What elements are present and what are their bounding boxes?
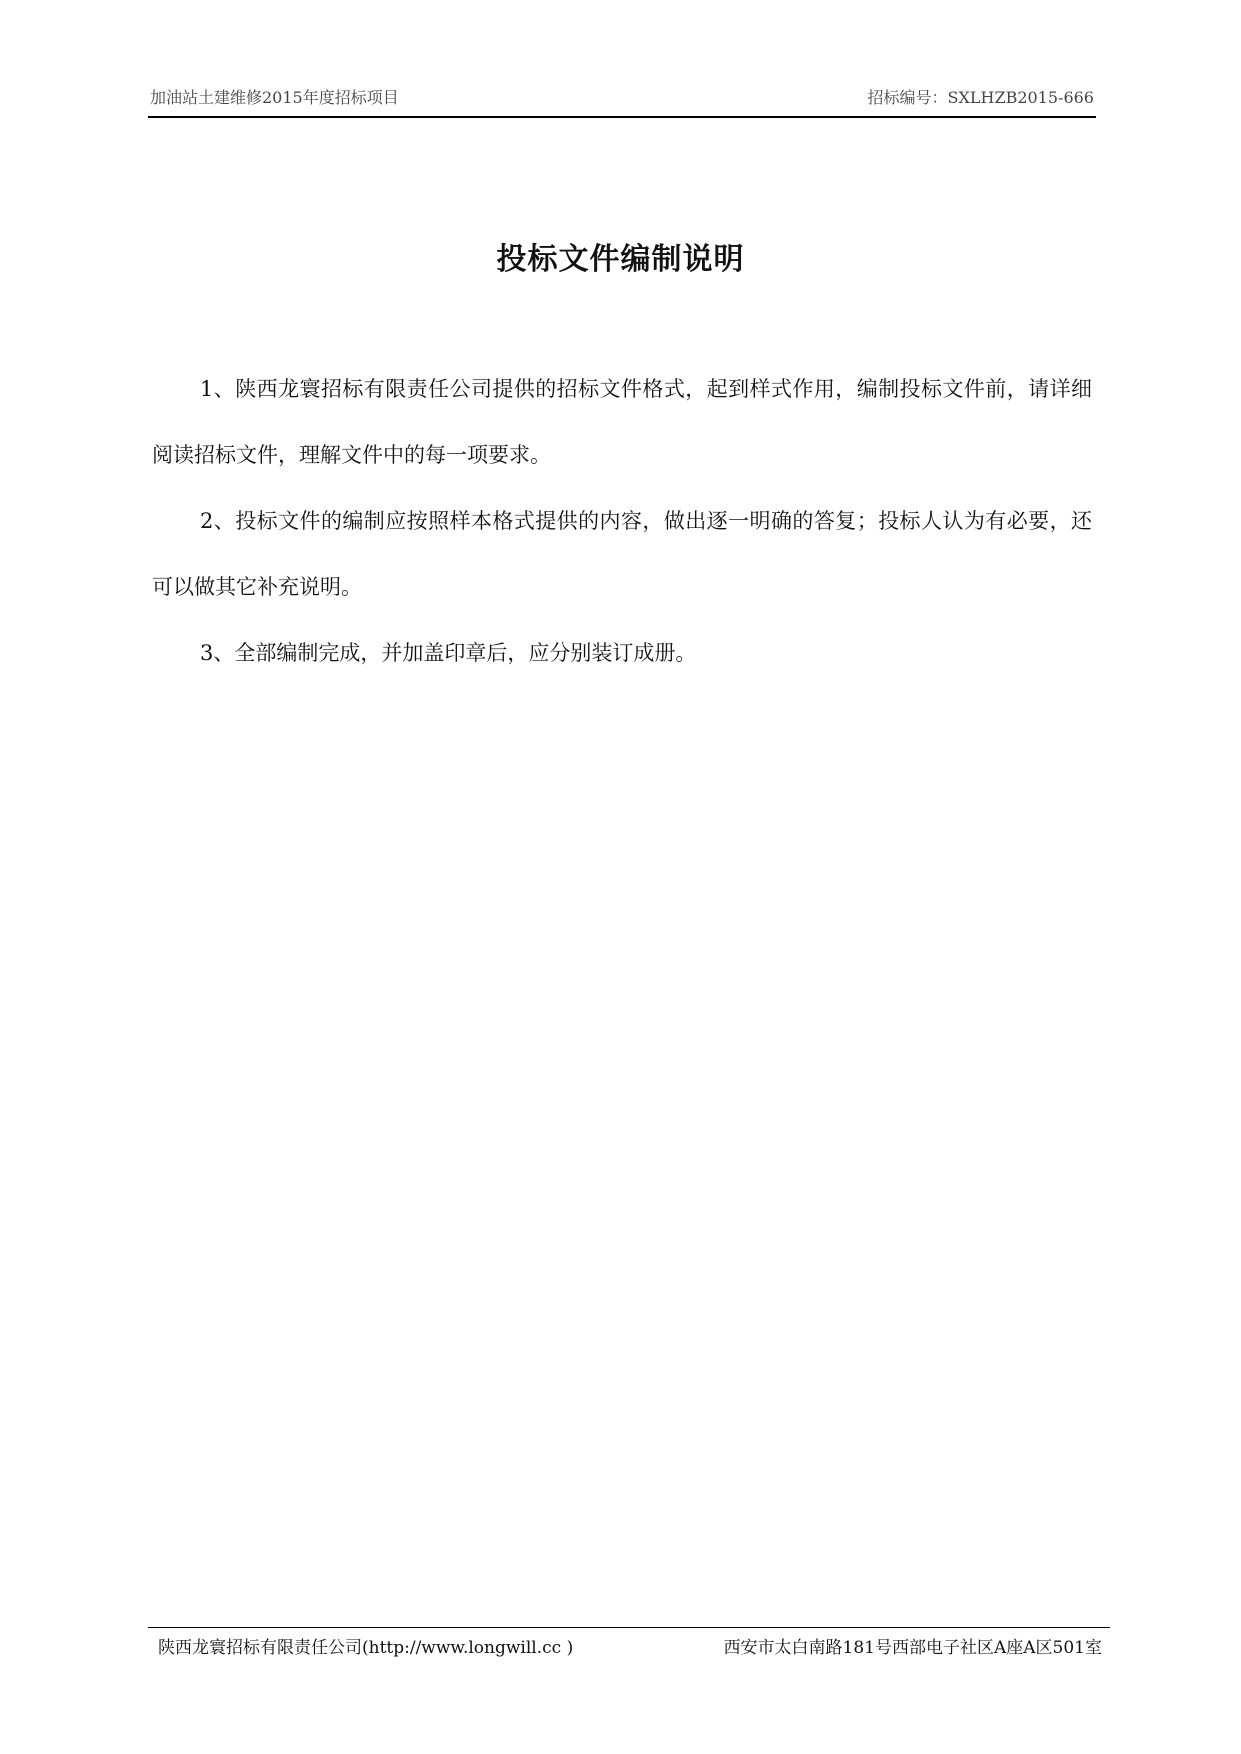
paragraph-2: 2、投标文件的编制应按照样本格式提供的内容，做出逐一明确的答复；投标人认为有必要，还可以做其它补充说明。 <box>152 509 1092 599</box>
company-address: 西安市太白南路181号西部电子社区A座A区501室 <box>723 1638 1102 1658</box>
page-footer <box>148 1627 1110 1662</box>
document-body <box>152 356 1092 686</box>
project-name: 加油站土建维修2015年度招标项目 <box>150 88 399 107</box>
company-info: 陕西龙寰招标有限责任公司(http://www.longwill.cc ) <box>158 1638 574 1658</box>
document-title: 投标文件编制说明 <box>496 242 745 277</box>
tender-number: 招标编号：SXLHZB2015-666 <box>867 88 1094 107</box>
paragraph-1: 1、陕西龙寰招标有限责任公司提供的招标文件格式，起到样式作用，编制投标文件前，请详细阅读招标文件，理解文件中的每一项要求。 <box>152 377 1092 467</box>
paragraph-3: 3、全部编制完成，并加盖印章后，应分别装订成册。 <box>200 641 697 665</box>
page-header <box>148 88 1096 118</box>
